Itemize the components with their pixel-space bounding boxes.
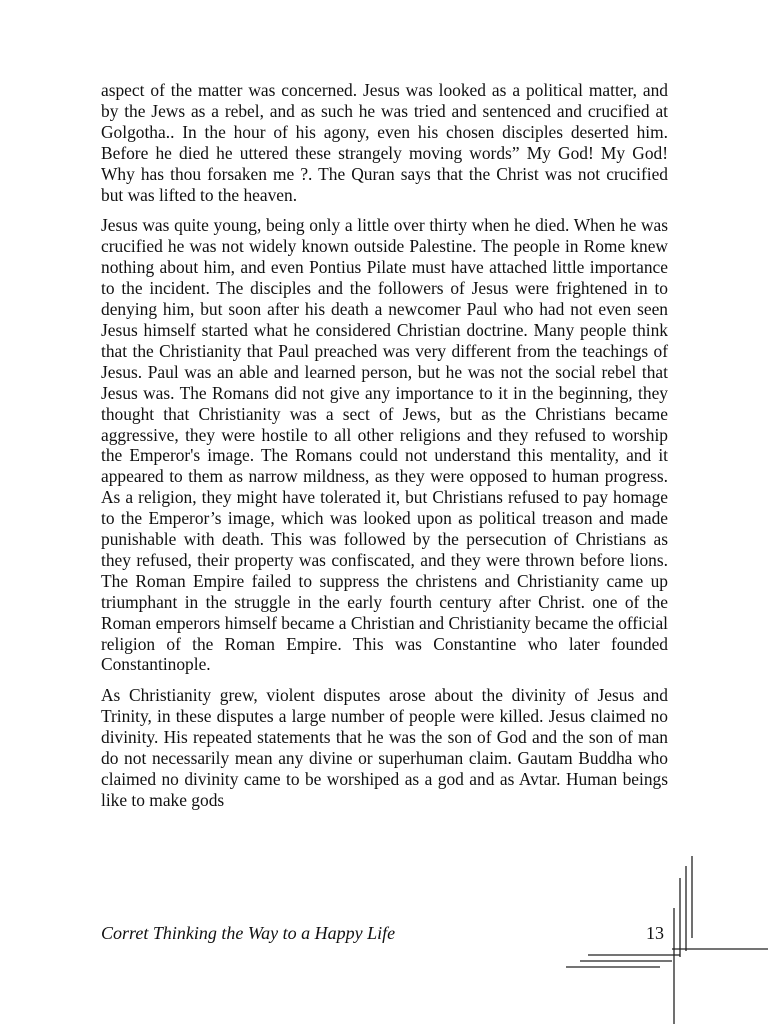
body-text bbox=[101, 80, 668, 821]
page-number: 13 bbox=[646, 923, 664, 943]
paragraph-3: As Christianity grew, violent disputes arose about the divinity of Jesus and Trinity, in these disputes a large number of people were killed. Jesus claimed no divinity. His repeated statements that he was the son of God and the son of man do not necessarily mean any divine or superhuman claim. Gautam Buddha who claimed no divinity came to be worshiped as a god and as Avtar. Human beings like to make gods bbox=[101, 685, 668, 810]
paragraph-2: Jesus was quite young, being only a little over thirty when he died. When he was crucified he was not widely known outside Palestine. The people in Rome knew nothing about him, and even Pontius Pilate must have attached little importance to the incident. The disciples and the followers of Jesus were frightened in to denying him, but soon after his death a newcomer Paul who had not even seen Jesus himself started what he considered Christian doctrine. Many people think that the Christianity that Paul preached was very different from the teachings of Jesus. Paul was an able and learned person, but he was not the social rebel that Jesus was. The Romans did not give any importance to it in the beginning, they thought that Christianity was a sect of Jews, but as the Christians became aggressive, they were hostile to all other religions and they refused to worship the Emperor's image. The Romans could not understand this mentality, and it appeared to them as narrow mildness, as they were opposed to human progress. As a religion, they might have tolerated it, but Christians refused to pay homage to the Emperor’s image, which was looked upon as political treason and made punishable with death. This was followed by the persecution of Christians as they refused, their property was confiscated, and they were thrown before lions. The Roman Empire failed to suppress the christens and Christianity came up triumphant in the struggle in the early fourth century after Christ. one of the Roman emperors himself became a Christian and Christianity became the official religion of the Roman Empire. This was Constantine who later founded Constantinople. bbox=[101, 215, 668, 675]
running-footer-title: Corret Thinking the Way to a Happy Life bbox=[101, 923, 396, 943]
paragraph-1: aspect of the matter was concerned. Jesus was looked as a political matter, and by the Jews as a rebel, and as such he was tried and sentenced and crucified at Golgotha.. In the hour of his agony, even his chosen disciples deserted him. Before he died he uttered these strangely moving words” My God! My God! Why has thou forsaken me ?. The Quran says that the Christ was not crucified but was lifted to the heaven. bbox=[101, 80, 668, 205]
